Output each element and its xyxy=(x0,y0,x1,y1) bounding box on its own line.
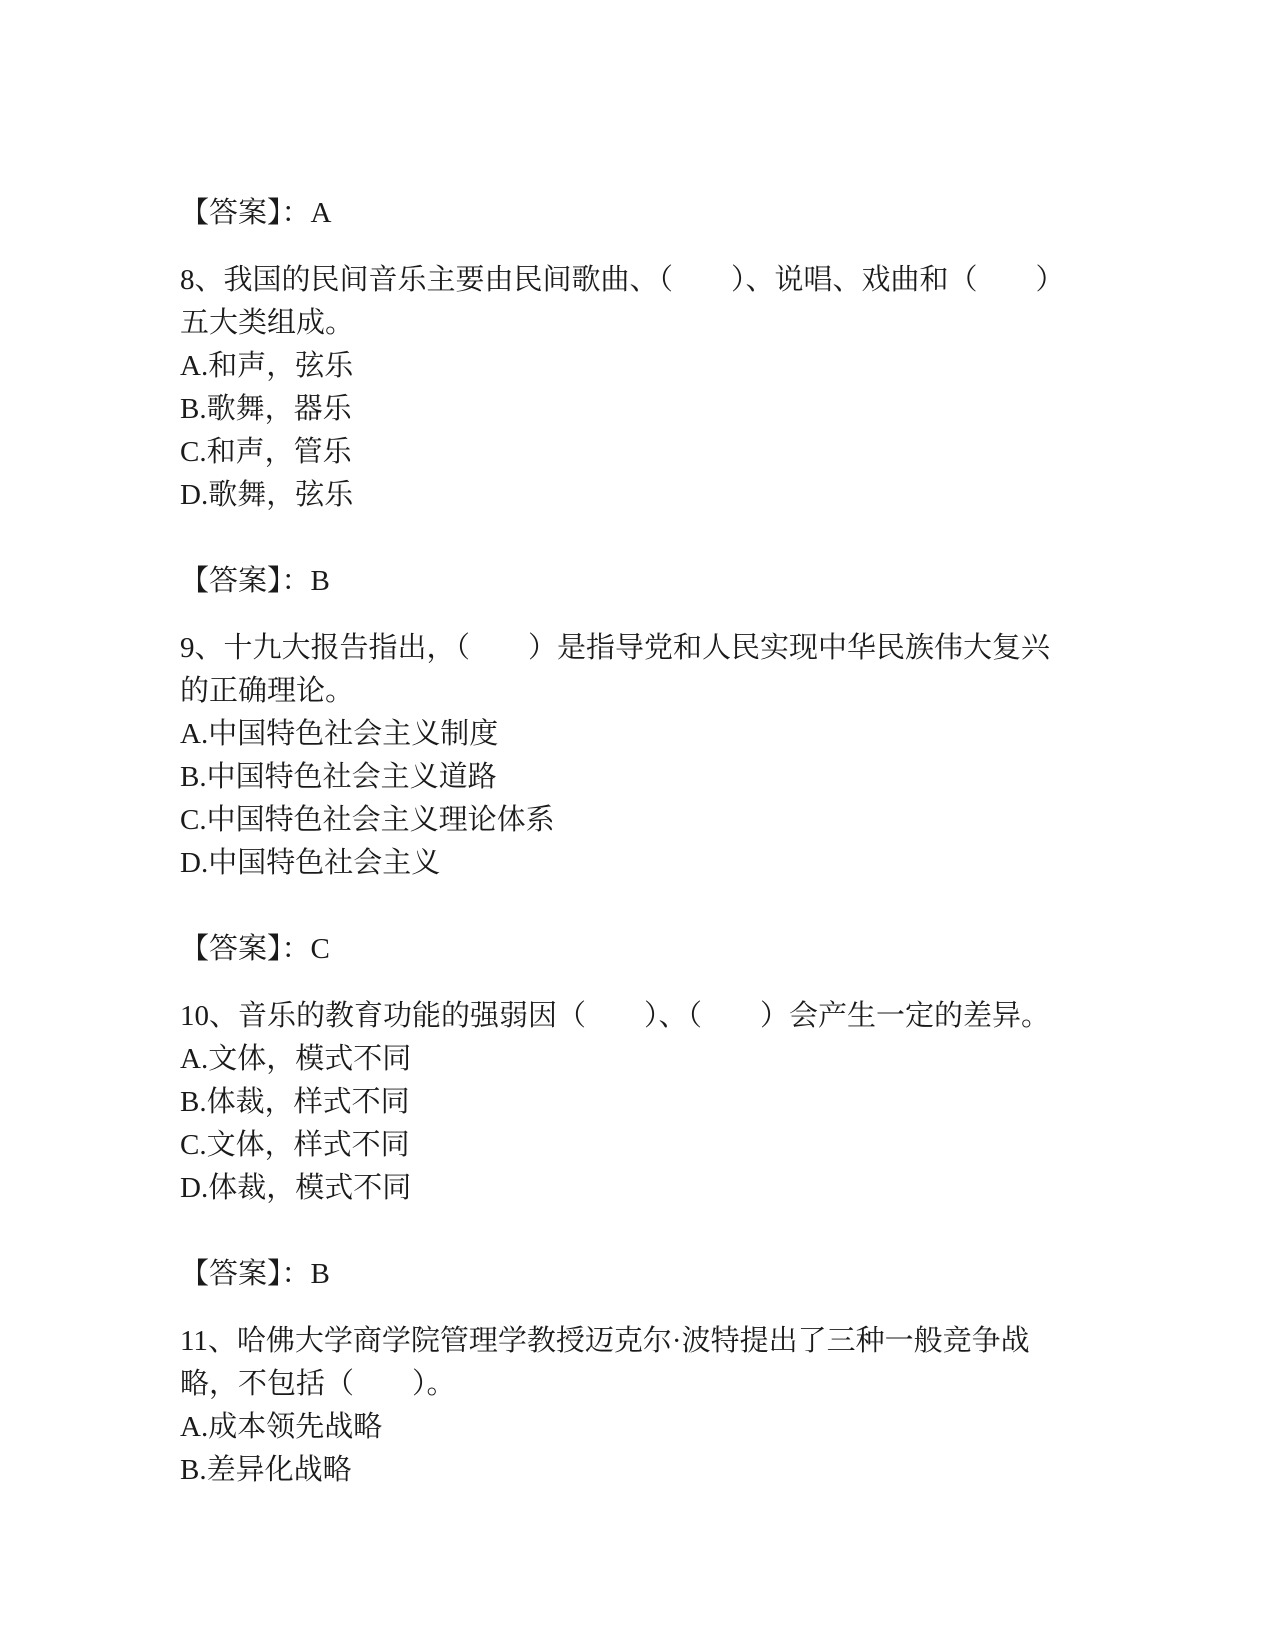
question-10-option-d: D.体裁，模式不同 xyxy=(180,1172,412,1204)
question-8-option-a: A.和声，弦乐 xyxy=(180,350,354,382)
question-11-text-line: 11、哈佛大学商学院管理学教授迈克尔·波特提出了三种一般竞争战 xyxy=(180,1325,1030,1357)
question-9-text-line: 的正确理论。 xyxy=(180,675,355,707)
question-8-option-c: C.和声，管乐 xyxy=(180,436,352,468)
question-10-option-a: A.文体，模式不同 xyxy=(180,1043,412,1075)
question-11-text-line: 略，不包括（ ）。 xyxy=(180,1368,456,1400)
answer-line-q9: 【答案】：C xyxy=(180,933,330,965)
question-11-option-a: A.成本领先战略 xyxy=(180,1411,383,1443)
question-11-option-b: B.差异化战略 xyxy=(180,1454,352,1486)
answer-line-q8: 【答案】：B xyxy=(180,565,330,597)
answer-line-q7: 【答案】：A xyxy=(180,197,332,229)
question-11 xyxy=(180,1320,1105,1492)
question-10-text-line: 10、音乐的教育功能的强弱因（ ）、（ ）会产生一定的差异。 xyxy=(180,1000,1051,1032)
question-8 xyxy=(180,259,1105,517)
question-9 xyxy=(180,627,1105,885)
answer-line-q10: 【答案】：B xyxy=(180,1258,330,1290)
question-9-option-d: D.中国特色社会主义 xyxy=(180,847,441,879)
question-8-option-d: D.歌舞，弦乐 xyxy=(180,479,354,511)
question-9-option-b: B.中国特色社会主义道路 xyxy=(180,761,497,793)
question-8-option-b: B.歌舞，器乐 xyxy=(180,393,352,425)
question-9-option-a: A.中国特色社会主义制度 xyxy=(180,718,499,750)
question-9-text-line: 9、十九大报告指出，（ ）是指导党和人民实现中华民族伟大复兴 xyxy=(180,632,1051,664)
question-10 xyxy=(180,995,1105,1210)
question-9-option-c: C.中国特色社会主义理论体系 xyxy=(180,804,555,836)
question-8-text-line: 8、我国的民间音乐主要由民间歌曲、（ ）、说唱、戏曲和（ ） xyxy=(180,264,1065,296)
question-10-option-b: B.体裁，样式不同 xyxy=(180,1086,410,1118)
question-10-option-c: C.文体，样式不同 xyxy=(180,1129,410,1161)
question-8-text-line: 五大类组成。 xyxy=(180,307,355,339)
